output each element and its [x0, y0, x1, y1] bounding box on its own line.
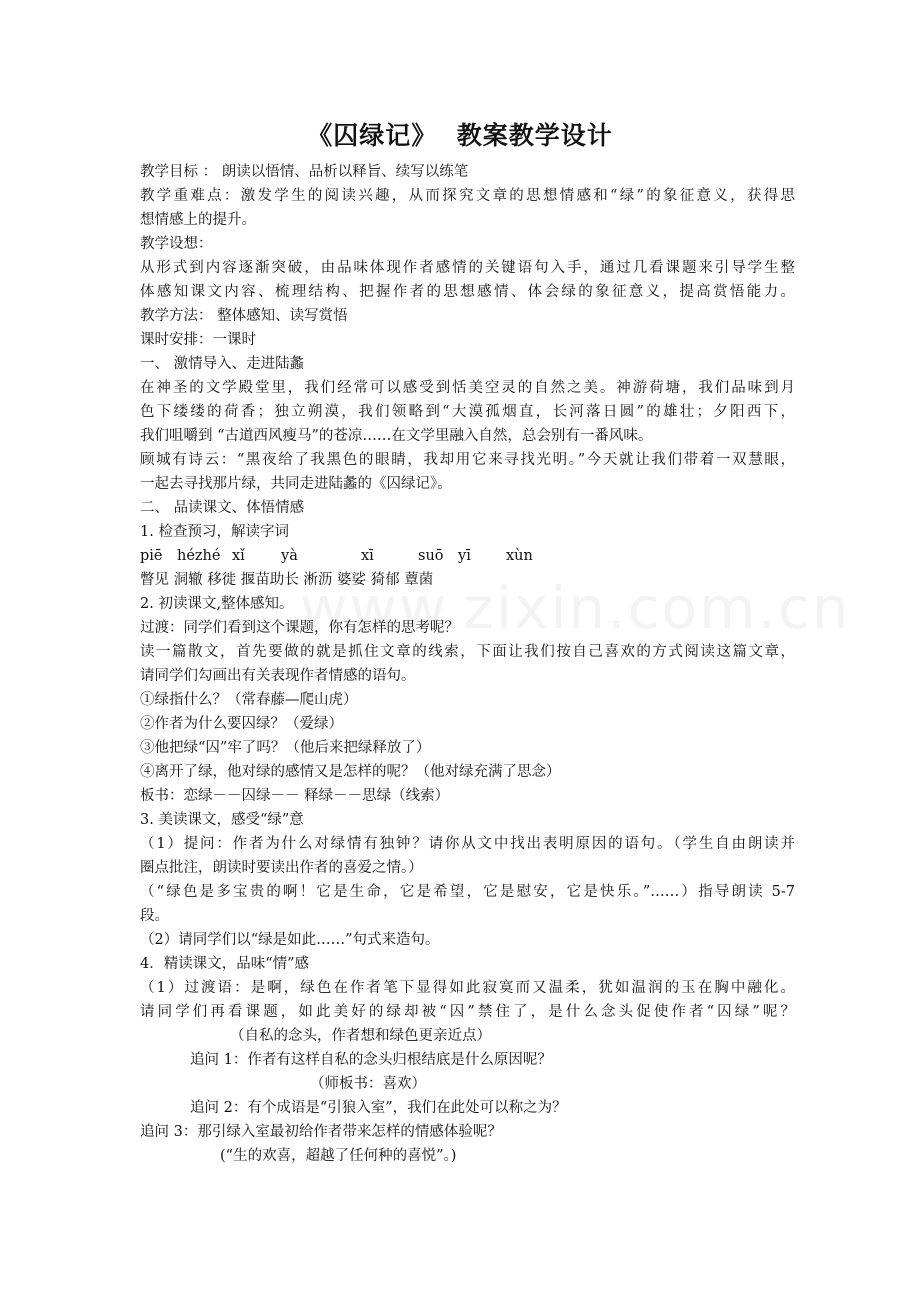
pinyin-annotation: hézhé [177, 548, 221, 564]
document-line: 体感知课文内容、梳理结构、把握作者的思想感情、体会绿的象征意义，提高赏悟能力。 [140, 284, 795, 300]
document-line: 板书：恋绿－－囚绿－－ 释绿－－思绿（线索） [140, 788, 450, 804]
document-line: 想情感上的提升。 [140, 212, 256, 228]
document-line: （“绿色是多宝贵的啊！它是生命，它是希望，它是慰安，它是快乐。”……）指导朗读 5-7 [140, 884, 795, 900]
document-line: 瞥见 洞辙 移徙 揠苗助长 淅沥 婆娑 猗郁 蕈菌 [140, 572, 434, 588]
document-line: ①绿指什么？（常春藤—爬山虎） [140, 692, 358, 708]
pinyin-annotation: xǐ [232, 548, 245, 564]
document-line: 4．精读课文，品味“情”感 [140, 956, 310, 972]
document-line: 教学目标 ： 朗读以悟情、品析以释旨、续写以练笔 [140, 164, 469, 180]
document-line: 请同学们勾画出有关表现作者情感的语句。 [140, 668, 416, 684]
document-line: 过渡：同学们看到这个课题，你有怎样的思考呢？ [140, 620, 459, 636]
document-line: 我们咀嚼到 “古道西风瘦马”的苍凉……在文学里融入自然，总会别有一番风味。 [140, 428, 653, 444]
document-title: 《囚绿记》 教案教学设计 [307, 121, 613, 150]
document-line: 一起去寻找那片绿，共同走进陆蠡的《囚绿记》。 [140, 476, 452, 492]
document-line: 读一篇散文，首先要做的就是抓住文章的线索，下面让我们按自己喜欢的方式阅读这篇文章， [140, 644, 795, 660]
document-line: （1）过渡语：是啊，绿色在作者笔下显得如此寂寞而又温柔，犹如温润的玉在胸中融化。 [140, 980, 795, 996]
document-line: （师板书：喜欢） [310, 1076, 426, 1092]
document-line: 顾城有诗云：“黑夜给了我黑色的眼睛，我却用它来寻找光明。”今天就让我们带着一双慧眼， [140, 452, 795, 468]
document-line: （自私的念头，作者想和绿色更亲近点） [230, 1028, 491, 1044]
document-line: 追问 1：作者有这样自私的念头归根结底是什么原因呢？ [190, 1052, 552, 1068]
document-line: 教学方法： 整体感知、读写赏悟 [140, 308, 348, 324]
document-line: 圈点批注，朗读时要读出作者的喜爱之情。） [140, 860, 423, 876]
document-line: 追问 2：有个成语是“引狼入室”，我们在此处可以称之为？ [190, 1100, 567, 1116]
document-line: 色下缕缕的荷香；独立朔漠，我们领略到“大漠孤烟直，长河落日圆”的雄壮；夕阳西下， [140, 404, 795, 420]
document-line: 2. 初读课文,整体感知。 [140, 596, 294, 612]
document-line: 教学设想： [140, 236, 213, 252]
document-line: ③他把绿“囚”牢了吗？（他后来把绿释放了） [140, 740, 431, 756]
document-line: ②作者为什么要囚绿？（爱绿） [140, 716, 343, 732]
document-line: 从形式到内容逐渐突破，由品味体现作者感情的关键语句入手，通过几看课题来引导学生整 [140, 260, 795, 276]
document-line: 在神圣的文学殿堂里，我们经常可以感受到恬美空灵的自然之美。神游荷塘，我们品味到月 [140, 380, 795, 396]
document-line: （1）提问：作者为什么对绿情有独钟？请你从文中找出表明原因的语句。（学生自由朗读并 [140, 836, 795, 852]
pinyin-annotation: yī [458, 548, 471, 564]
document-line: 追问 3：那引绿入室最初给作者带来怎样的情感体验呢？ [140, 1124, 502, 1140]
document-line: 二、 品读课文、体悟情感 [140, 500, 305, 516]
document-line: (“生的欢喜，超越了任何种的喜悦”。) [220, 1148, 457, 1164]
document-line: 教学重难点：激发学生的阅读兴趣，从而探究文章的思想情感和“绿”的象征意义，获得思 [140, 188, 795, 204]
pinyin-annotation: piē [140, 548, 163, 564]
document-line: 1. 检查预习，解读字词 [140, 524, 289, 540]
document-line: 一、 激情导入、走进陆蠡 [140, 356, 305, 372]
document-line: 段。 [140, 908, 169, 924]
document-line: 请同学们再看课题，如此美好的绿却被“囚”禁住了，是什么念头促使作者“囚绿”呢？ [140, 1004, 795, 1020]
document-line: （2）请同学们以“绿是如此……”句式来造句。 [140, 932, 440, 948]
pinyin-annotation: xī [361, 548, 374, 564]
document-line: ④离开了绿，他对绿的感情又是怎样的呢？（他对绿充满了思念） [140, 764, 561, 780]
watermark [300, 574, 851, 642]
document-line: 3. 美读课文，感受“绿”意 [140, 812, 304, 828]
pinyin-annotation: yà [281, 548, 298, 564]
document-line: 课时安排：一课时 [140, 332, 256, 348]
pinyin-annotation: suō [418, 548, 444, 564]
pinyin-annotation: xùn [506, 548, 533, 564]
